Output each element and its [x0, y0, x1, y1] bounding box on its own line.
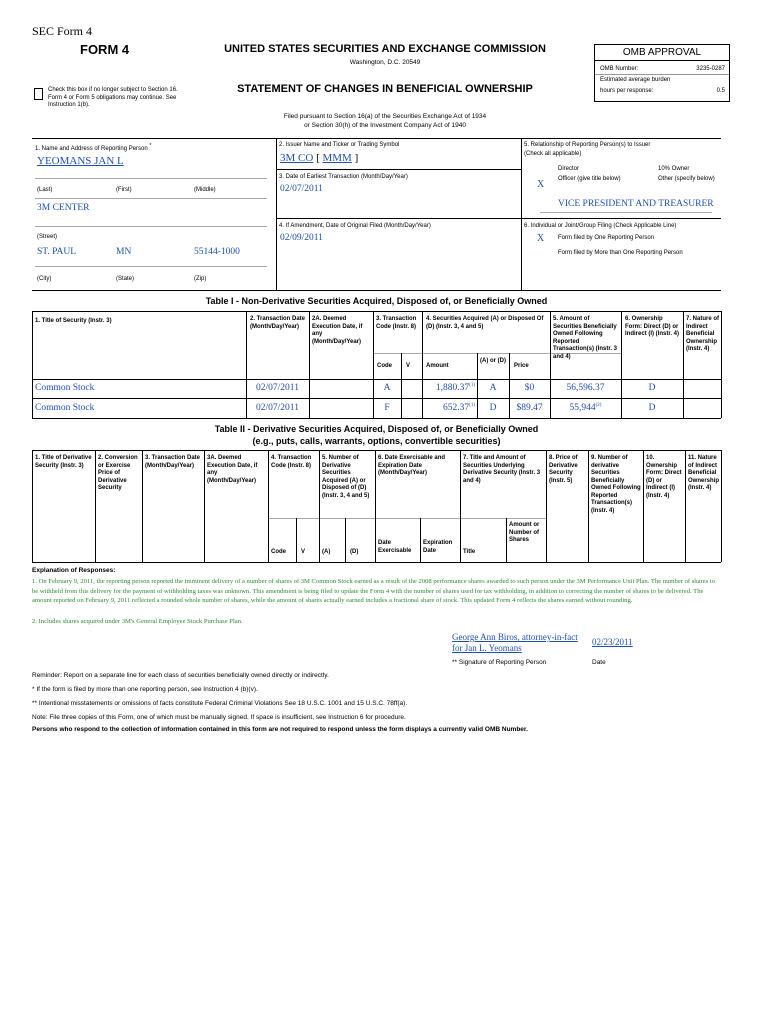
earliest-date-label: 3. Date of Earliest Transaction (Month/Day/Year) [279, 174, 408, 180]
note-instruction-4: * If the form is filed by more than one reporting person, see Instruction 4 (b)(v). [32, 686, 258, 693]
signature-name-line1: George Ann Biros, attorney-in-fact [452, 632, 578, 642]
t2-h-deemed: 3A. Deemed Execution Date, if any (Month/Day/Year) [207, 455, 258, 484]
explanation-label: Explanation of Responses: [32, 567, 116, 574]
form-title: FORM 4 [80, 42, 130, 57]
t2-h-number: 5. Number of Derivative Securities Acquired (A) or Disposed of (D) (Instr. 3, 4 and 5) [322, 455, 370, 499]
t1-h-nature: 7. Nature of Indirect Beneficial Ownership (Instr. 4) [686, 316, 720, 352]
issuer-label: 2. Issuer Name and Ticker or Trading Symbol [279, 142, 400, 148]
zip-label: (Zip) [194, 276, 207, 282]
t2-h-owned: 9. Number of derivative Securities Beneficially Owned Following Reported Transaction(s) (Instr. 4) [591, 455, 641, 514]
amendment-date-label: 4. If Amendment, Date of Original Filed (Month/Day/Year) [279, 223, 431, 229]
relationship-label: 5. Relationship of Reporting Person(s) to Issuer [524, 142, 651, 148]
t1-sub-amount: Amount [426, 363, 449, 369]
reporting-person-label: 1. Name and Address of Reporting Person * [35, 143, 152, 152]
t1-sub-price: Price [514, 363, 529, 369]
no-longer-subject-checkbox[interactable] [34, 88, 43, 100]
t1-r2-form: D [648, 403, 656, 413]
omb-number-label: OMB Number: [600, 66, 639, 72]
t2-h-code: 4. Transaction Code (Instr. 8) [271, 455, 312, 469]
sec-form-label: SEC Form 4 [32, 24, 93, 38]
filed-pursuant-1: Filed pursuant to Section 16(a) of the Securities Exchange Act of 1934 [283, 113, 487, 120]
filing-label: 6. Individual or Joint/Group Filing (Check Applicable Line) [524, 223, 677, 229]
t1-r2-price: $89.47 [516, 403, 543, 413]
omb-hours-value: 0.5 [716, 88, 725, 94]
t1-sub-ad: (A) or (D) [480, 358, 506, 364]
amendment-date-value: 02/09/2011 [280, 233, 323, 243]
last-label: (Last) [37, 187, 53, 193]
t1-r1-date: 02/07/2011 [256, 383, 299, 393]
t1-r2-date: 02/07/2011 [256, 403, 299, 413]
t1-h-ownership: 6. Ownership Form: Direct (D) or Indirect (I) (Instr. 4) [625, 316, 680, 337]
note-omb-notice: Persons who respond to the collection of information contained in this form are not required to respond unless the form displays a currently valid OMB Number. [32, 726, 528, 733]
t1-r2-amount: 652.37$^{(1)}$ [443, 403, 475, 414]
t2-sub-title: Title [463, 549, 476, 555]
t1-h-amount-owned: 5. Amount of Securities Beneficially Owned Following Reported Transaction(s) (Instr. 3 and 4) [553, 316, 618, 360]
street-label: (Street) [37, 234, 58, 240]
table2-subtitle: (e.g., puts, calls, warrants, options, convertible securities) [252, 436, 501, 446]
t2-sub-date-ex: Date Exercisable [378, 540, 412, 554]
first-label: (First) [116, 187, 132, 193]
signature-date-label: Date [592, 659, 606, 666]
t2-h-price: 8. Price of Derivative Security (Instr. 5) [549, 455, 578, 484]
officer-title: VICE PRESIDENT AND TREASURER [558, 199, 714, 209]
signature-name [452, 632, 578, 655]
state-label: (State) [116, 276, 135, 282]
t1-sub-v: V [406, 363, 411, 369]
t2-sub-d: (D) [350, 549, 359, 555]
t2-h-conversion: 2. Conversion or Exercise Price of Derivative Security [98, 455, 138, 491]
city-label: (City) [37, 276, 52, 282]
omb-title: OMB APPROVAL [595, 45, 729, 61]
t1-sub-code: Code [377, 363, 392, 369]
reporting-person-name[interactable]: YEOMANS JAN L [37, 155, 124, 167]
signature-date: 02/23/2011 [592, 637, 633, 647]
signature-name-line2: for Jan L. Yeomans [452, 643, 522, 654]
city-value: ST. PAUL [37, 247, 77, 257]
officer-check-mark: X [537, 179, 545, 190]
omb-burden-label: Estimated average burden [600, 77, 671, 83]
t1-r1-form: D [648, 383, 656, 393]
t1-h-title: 1. Title of Security (Instr. 3) [35, 318, 112, 324]
t1-r2-owned: 55,944$^{(2)}$ [569, 403, 602, 414]
table1-title: Table I - Non-Derivative Securities Acquired, Disposed of, or Beneficially Owned [205, 296, 548, 306]
t2-sub-a: (A) [322, 549, 331, 555]
zip-value: 55144-1000 [194, 247, 240, 257]
t1-r1-owned: 56,596.37 [566, 383, 605, 394]
t2-sub-amount: Amount or Number of Shares [509, 522, 540, 543]
t2-h-exercisable: 6. Date Exercisable and Expiration Date (Month/Day/Year) [378, 455, 446, 476]
t2-sub-v: V [301, 549, 306, 555]
one-person-check-mark: X [537, 233, 545, 244]
earliest-date-value: 02/07/2011 [280, 184, 323, 194]
t2-h-ownership: 10. Ownership Form: Direct (D) or Indirect (I) (Instr. 4) [646, 455, 682, 499]
t1-r2-ad: D [489, 403, 497, 413]
table2-title: Table II - Derivative Securities Acquired, Disposed of, or Beneficially Owned [214, 424, 539, 434]
footnote-1: 1. On February 9, 2011, the reporting person reported the imminent delivery of a number of shares of 3M Common Stock earned as a result of the 2008 performance shares awarded to such person under the 3M Performance Unit Plan. The number of shares to be withheld from this delivery for the payment of withholding taxes was unknown. This amendment is being filed to update the Form 4 with the number of shares used for tax withholding, in addition to correcting the number of shares to be delivered. The amount reported on February 9, 2011 reflected a rounded whole number of shares, while the amount of shares actually earned includes a fractional share of stock. This updated Form 4 reflects the shares earned without rounding. [32, 578, 715, 605]
t2-sub-code: Code [271, 549, 286, 555]
more-persons-option[interactable]: Form filed by More than One Reporting Person [558, 250, 683, 256]
note-copies: Note: File three copies of this Form, one of which must be manually signed. If space is insufficient, see Instruction 6 for procedure. [32, 714, 406, 721]
t1-h-date: 2. Transaction Date (Month/Day/Year) [250, 316, 306, 330]
one-person-option[interactable]: Form filed by One Reporting Person [558, 235, 655, 241]
commission-city: Washington, D.C. 20549 [349, 59, 421, 66]
omb-approval-box [594, 44, 730, 102]
issuer-name-link[interactable]: 3M CO [280, 152, 314, 164]
t2-h-underlying: 7. Title and Amount of Securities Underlying Derivative Security (Instr. 3 and 4) [463, 455, 541, 484]
omb-hours-label: hours per response: [600, 88, 654, 94]
t2-h-nature: 11. Nature of Indirect Beneficial Ownership (Instr. 4) [688, 455, 720, 491]
t1-r2-security: Common Stock [35, 403, 95, 413]
t1-r1-price: $0 [524, 383, 535, 393]
issuer-ticker[interactable]: MMM [322, 152, 352, 164]
checkbox-instructions: Check this box if no longer subject to Section 16. Form 4 or Form 5 obligations may continue. See Instruction 1(b). [48, 87, 178, 108]
t2-h-title: 1. Title of Derivative Security (Instr. 3) [35, 455, 92, 469]
t2-h-date: 3. Transaction Date (Month/Day/Year) [145, 455, 201, 469]
t1-h-code: 3. Transaction Code (Instr. 8) [376, 316, 417, 330]
filed-pursuant-2: or Section 30(h) of the Investment Company Act of 1940 [304, 122, 466, 129]
director-option[interactable]: Director [558, 166, 580, 172]
officer-option[interactable]: Officer (give title below) [558, 176, 621, 182]
state-value: MN [116, 247, 132, 257]
omb-number-value: 3235-0287 [696, 66, 725, 72]
t1-r1-code: A [383, 383, 391, 393]
t1-r1-security: Common Stock [35, 383, 95, 393]
t1-r1-amount: 1,880.37$^{(1)}$ [435, 383, 475, 394]
t2-sub-exp: Expiration Date [423, 540, 453, 554]
relationship-sublabel: (Check all applicable) [524, 151, 582, 157]
footnote-2: 2. Includes shares acquired under 3M's General Employee Stock Purchase Plan. [32, 618, 243, 625]
commission-title: UNITED STATES SECURITIES AND EXCHANGE COMMISSION [224, 43, 546, 55]
t1-h-deemed: 2A. Deemed Execution Date, if any (Month/Day/Year) [312, 316, 363, 345]
note-violations: ** Intentional misstatements or omissions of facts constitute Federal Criminal Violations See 18 U.S.C. 1001 and 15 U.S.C. 78ff(a). [32, 700, 408, 707]
statement-title: STATEMENT OF CHANGES IN BENEFICIAL OWNERSHIP [237, 83, 533, 95]
t1-r2-code: F [384, 403, 390, 413]
issuer-name: 3M CO [ MMM ] [280, 152, 359, 164]
street-value: 3M CENTER [37, 203, 90, 213]
ten-percent-option[interactable]: 10% Owner [658, 166, 690, 172]
note-reminder: Reminder: Report on a separate line for each class of securities beneficially owned directly or indirectly. [32, 672, 329, 679]
other-option[interactable]: Other (specify below) [658, 176, 715, 182]
middle-label: (Middle) [194, 187, 216, 193]
t1-r1-ad: A [489, 383, 497, 393]
t1-h-securities: 4. Securities Acquired (A) or Disposed Of (D) (Instr. 3, 4 and 5) [426, 316, 544, 330]
signature-label: ** Signature of Reporting Person [452, 659, 547, 666]
